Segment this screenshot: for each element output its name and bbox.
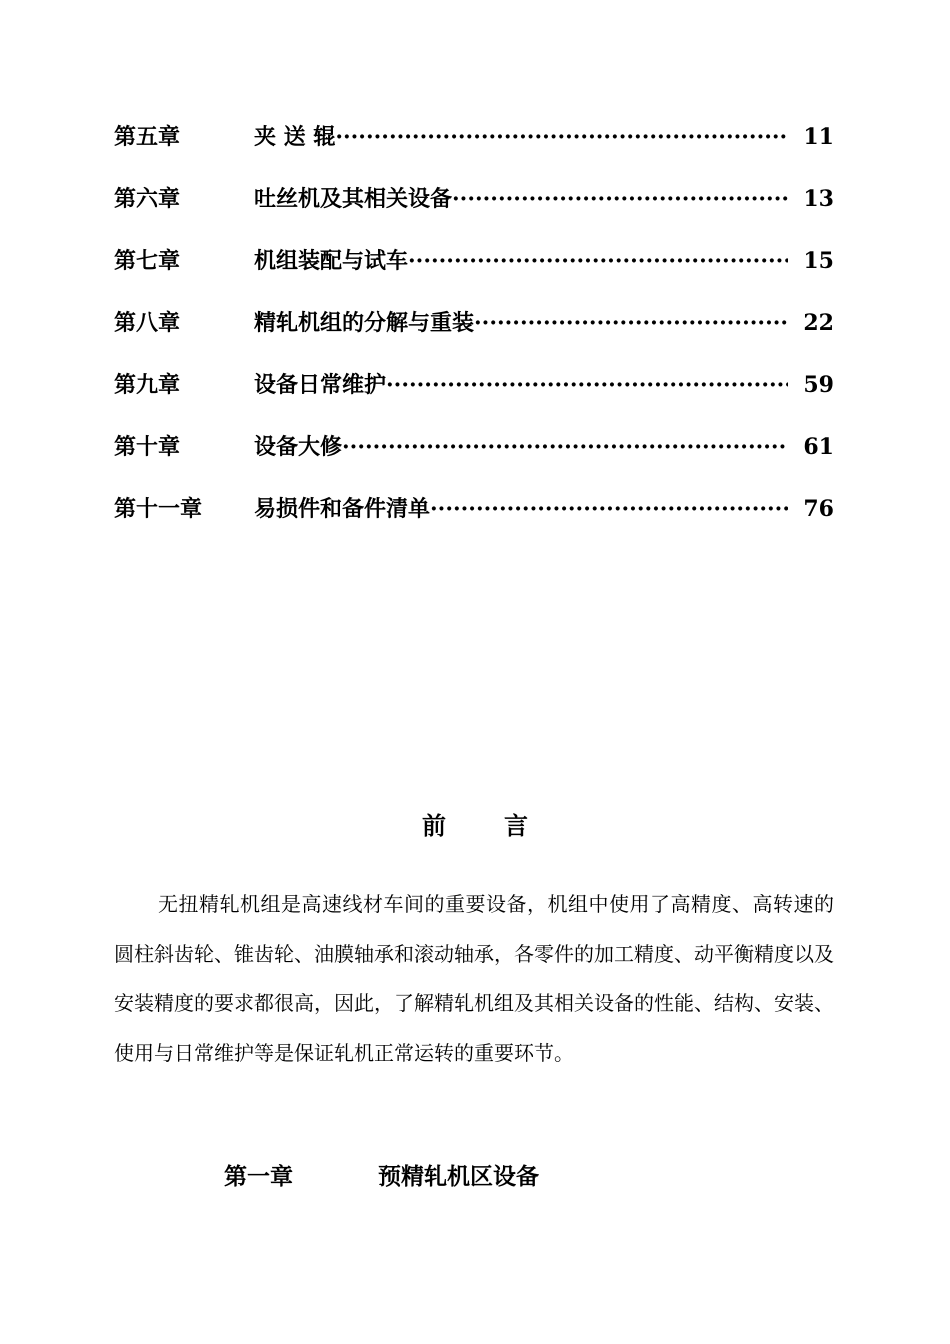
- toc-page-number: 76: [803, 496, 834, 522]
- preface-title-left: 前: [422, 811, 446, 840]
- toc-page-number: 59: [803, 372, 834, 398]
- toc-chapter-number: 第九章: [114, 372, 181, 398]
- toc-entry[interactable]: [114, 492, 834, 554]
- preface-title: [0, 806, 950, 841]
- toc-dot-leader: [335, 124, 788, 150]
- toc-dot-leader: [408, 248, 788, 274]
- toc-chapter-title: 夹 送 辊: [254, 124, 336, 150]
- toc-dot-leader: [452, 186, 788, 212]
- chapter-heading: [224, 1158, 539, 1191]
- toc-page-number: 61: [803, 434, 834, 460]
- toc-chapter-number: 第十一章: [114, 496, 203, 522]
- chapter-number: 第一章: [224, 1163, 293, 1190]
- preface-title-right: 言: [504, 811, 528, 840]
- toc-page-number: 11: [803, 124, 834, 150]
- toc-entry[interactable]: [114, 306, 834, 368]
- preface-body: 无扭精轧机组是高速线材车间的重要设备，机组中使用了高精度、高转速的圆柱斜齿轮、锥齿轮、油膜轴承和滚动轴承，各零件的加工精度、动平衡精度以及安装精度的要求都很高，因此，了解精轧机组及其相关设备的性能、结构、安装、使用与日常维护等是保证轧机正常运转的重要环节。: [114, 892, 834, 1065]
- chapter-title: 预精轧机区设备: [378, 1163, 539, 1190]
- toc-chapter-number: 第六章: [114, 186, 181, 212]
- toc-chapter-title: 精轧机组的分解与重装: [254, 310, 475, 336]
- toc-page-number: 15: [803, 248, 834, 274]
- toc-chapter-number: 第七章: [114, 248, 181, 274]
- toc-dot-leader: [430, 496, 788, 522]
- toc-dot-leader: [386, 372, 788, 398]
- toc-chapter-title: 设备大修: [254, 434, 343, 460]
- toc-entry[interactable]: [114, 120, 834, 182]
- toc-entry[interactable]: [114, 368, 834, 430]
- toc-dot-leader: [342, 434, 788, 460]
- toc-chapter-title: 机组装配与试车: [254, 248, 409, 274]
- table-of-contents: [114, 120, 834, 554]
- toc-chapter-number: 第十章: [114, 434, 181, 460]
- toc-dot-leader: [474, 310, 788, 336]
- toc-chapter-title: 设备日常维护: [254, 372, 387, 398]
- toc-chapter-number: 第八章: [114, 310, 181, 336]
- toc-entry[interactable]: [114, 430, 834, 492]
- toc-page-number: 13: [803, 186, 834, 212]
- toc-entry[interactable]: [114, 244, 834, 306]
- toc-chapter-title: 易损件和备件清单: [254, 496, 431, 522]
- toc-page-number: 22: [803, 310, 834, 336]
- toc-entry[interactable]: [114, 182, 834, 244]
- toc-chapter-number: 第五章: [114, 124, 181, 150]
- toc-chapter-title: 吐丝机及其相关设备: [254, 186, 453, 212]
